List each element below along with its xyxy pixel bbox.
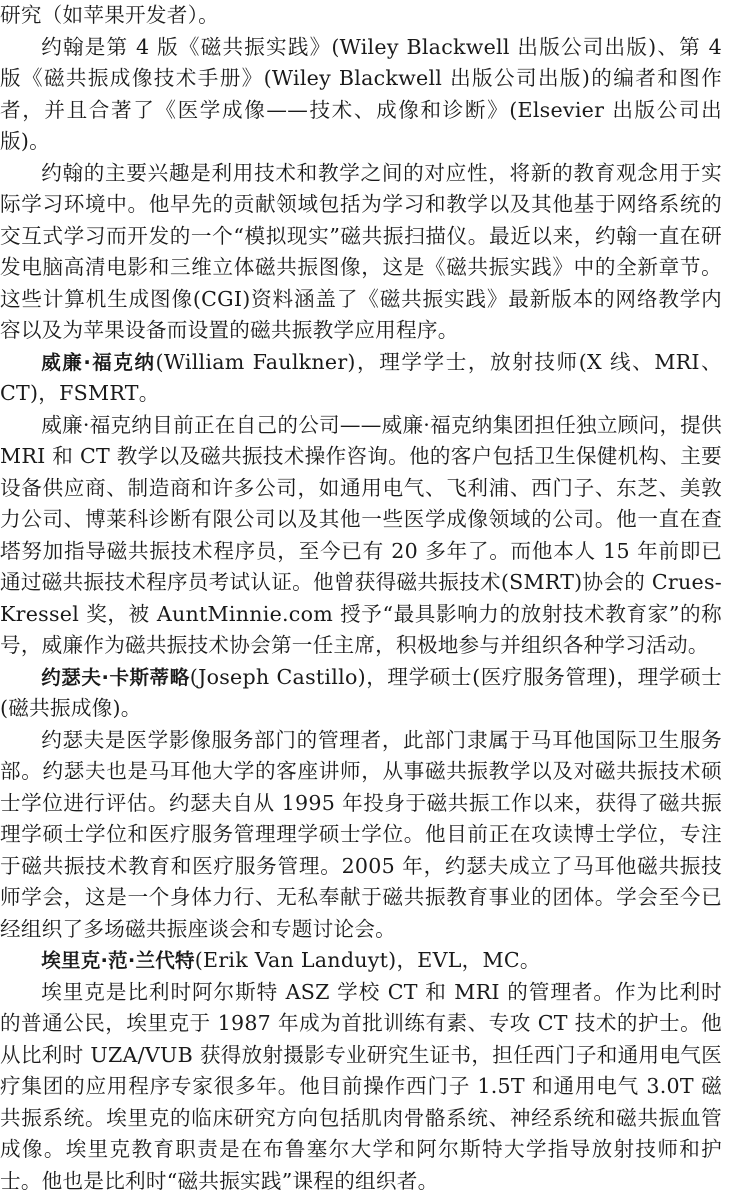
author-heading-faulkner xyxy=(0,347,722,410)
author-credentials: (Erik Van Landuyt)，EVL，MC。 xyxy=(195,948,541,972)
author-heading-van-landuyt xyxy=(0,945,722,977)
paragraph-john-books: 约翰是第 4 版《磁共振实践》(Wiley Blackwell 出版公司出版)、第 4 版《磁共振成像技术手册》(Wiley Blackwell 出版公司出版)的编者和图作者，并且合著了《医学成像——技术、成像和诊断》(Elsevier 出版公司出版)。 xyxy=(0,32,722,158)
author-name: 威廉·福克纳 xyxy=(41,351,155,374)
paragraph-john-interests: 约翰的主要兴趣是利用技术和教学之间的对应性，将新的教育观念用于实际学习环境中。他早先的贡献领域包括为学习和教学以及其他基于网络系统的交互式学习而开发的一个“模拟现实”磁共振扫描仪。最近以来，约翰一直在研发电脑高清电影和三维立体磁共振图像，这是《磁共振实践》中的全新章节。这些计算机生成图像(CGI)资料涵盖了《磁共振实践》最新版本的网络教学内容以及为苹果设备而设置的磁共振教学应用程序。 xyxy=(0,158,722,347)
author-heading-castillo xyxy=(0,662,722,725)
author-credentials: (William Faulkner)，理学学士，放射技师(X 线、MRI、CT)，FSMRT。 xyxy=(0,350,722,406)
paragraph-castillo-bio: 约瑟夫是医学影像服务部门的管理者，此部门隶属于马耳他国际卫生服务部。约瑟夫也是马耳他大学的客座讲师，从事磁共振教学以及对磁共振技术硕士学位进行评估。约瑟夫自从 1995 年投身于磁共振工作以来，获得了磁共振理学硕士学位和医疗服务管理理学硕士学位。他目前正在攻读博士学位，专注于磁共振技术教育和医疗服务管理。2005 年，约瑟夫成立了马耳他磁共振技师学会，这是一个身体力行、无私奉献于磁共振教育事业的团体。学会至今已经组织了多场磁共振座谈会和专题讨论会。 xyxy=(0,725,722,946)
author-credentials: (Joseph Castillo)，理学硕士(医疗服务管理)，理学硕士(磁共振成像)。 xyxy=(0,665,722,721)
paragraph-van-landuyt-bio: 埃里克是比利时阿尔斯特 ASZ 学校 CT 和 MRI 的管理者。作为比利时的普通公民，埃里克于 1987 年成为首批训练有素、专攻 CT 技术的护士。他从比利时 UZA/VUB 获得放射摄影专业研究生证书，担任西门子和通用电气医疗集团的应用程序专家很多年。他目前操作西门子 1.5T 和通用电气 3.0T 磁共振系统。埃里克的临床研究方向包括肌肉骨骼系统、神经系统和磁共振血管成像。埃里克教育职责是在布鲁塞尔大学和阿尔斯特大学指导放射技师和护士。他也是比利时“磁共振实践”课程的组织者。 xyxy=(0,977,722,1197)
paragraph-faulkner-bio: 威廉·福克纳目前正在自己的公司——威廉·福克纳集团担任独立顾问，提供 MRI 和 CT 教学以及磁共振技术操作咨询。他的客户包括卫生保健机构、主要设备供应商、制造商和许多公司，如通用电气、飞利浦、西门子、东芝、美敦力公司、博莱科诊断有限公司以及其他一些医学成像领域的公司。他一直在查塔努加指导磁共振技术程序员，至今已有 20 多年了。而他本人 15 年前即已通过磁共振技术程序员考试认证。他曾获得磁共振技术(SMRT)协会的 Crues-Kressel 奖，被 AuntMinnie.com 授予“最具影响力的放射技术教育家”的称号，威廉作为磁共振技术协会第一任主席，积极地参与并组织各种学习活动。 xyxy=(0,410,722,662)
author-name: 埃里克·范·兰代特 xyxy=(41,949,195,972)
author-name: 约瑟夫·卡斯蒂略 xyxy=(41,666,190,689)
paragraph-continued: 研究（如苹果开发者）。 xyxy=(0,0,722,32)
